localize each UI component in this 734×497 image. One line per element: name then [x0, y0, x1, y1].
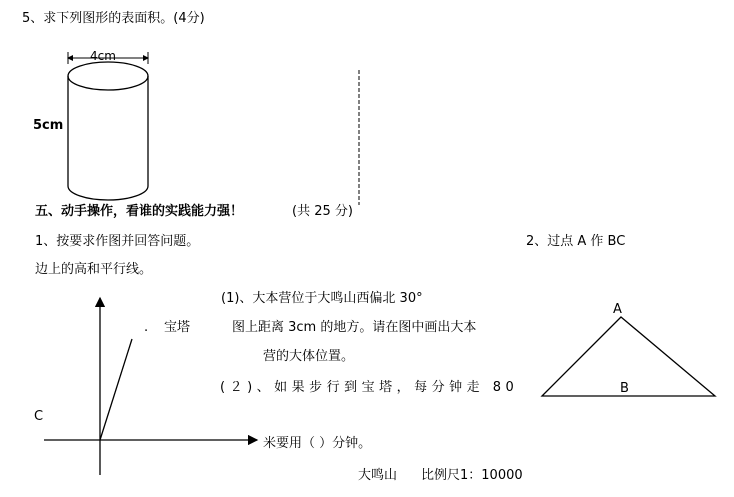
section-5-title: 五、动手操作，看谁的实践能力强！	[35, 204, 244, 219]
pagoda-direction-line	[100, 339, 132, 440]
triangle-point-b: B	[620, 381, 629, 396]
task-1-line-2: 图上距离 3cm 的地方。请在图中画出大本	[232, 320, 477, 335]
task-2-intro-a: 2、过点 A 作 BC	[526, 234, 626, 249]
scale-label: 比例尺1：10000	[421, 468, 523, 483]
pagoda-label: 宝塔	[164, 320, 191, 335]
cylinder-diameter-label: 4cm	[90, 49, 116, 63]
task-1-line-5: 米要用（ ）分钟。	[263, 436, 372, 451]
task-1-line-4: (２)、如果步行到宝塔，每分钟走 80	[220, 380, 519, 395]
task-1-line-3: 营的大体位置。	[263, 349, 355, 364]
task-1-line-1: (1)、大本营位于大鸣山西偏北 30°	[221, 291, 423, 306]
task-2-intro-b: 边上的高和平行线。	[35, 262, 153, 277]
coordinate-axes	[44, 298, 257, 475]
cylinder-height-label: 5cm	[33, 118, 64, 133]
cylinder-figure	[68, 52, 148, 200]
task-1-intro: 1、按要求作图并回答问题。	[35, 234, 200, 249]
pagoda-dot: .	[144, 320, 149, 335]
mountain-label: 大鸣山	[358, 468, 398, 483]
triangle-point-a: A	[613, 302, 622, 317]
triangle-abc	[542, 317, 715, 396]
section-5-score: (共 25 分)	[292, 204, 353, 219]
point-c-label: C	[34, 409, 44, 424]
question-5-title: 5、求下列图形的表面积。(4分)	[22, 11, 205, 26]
